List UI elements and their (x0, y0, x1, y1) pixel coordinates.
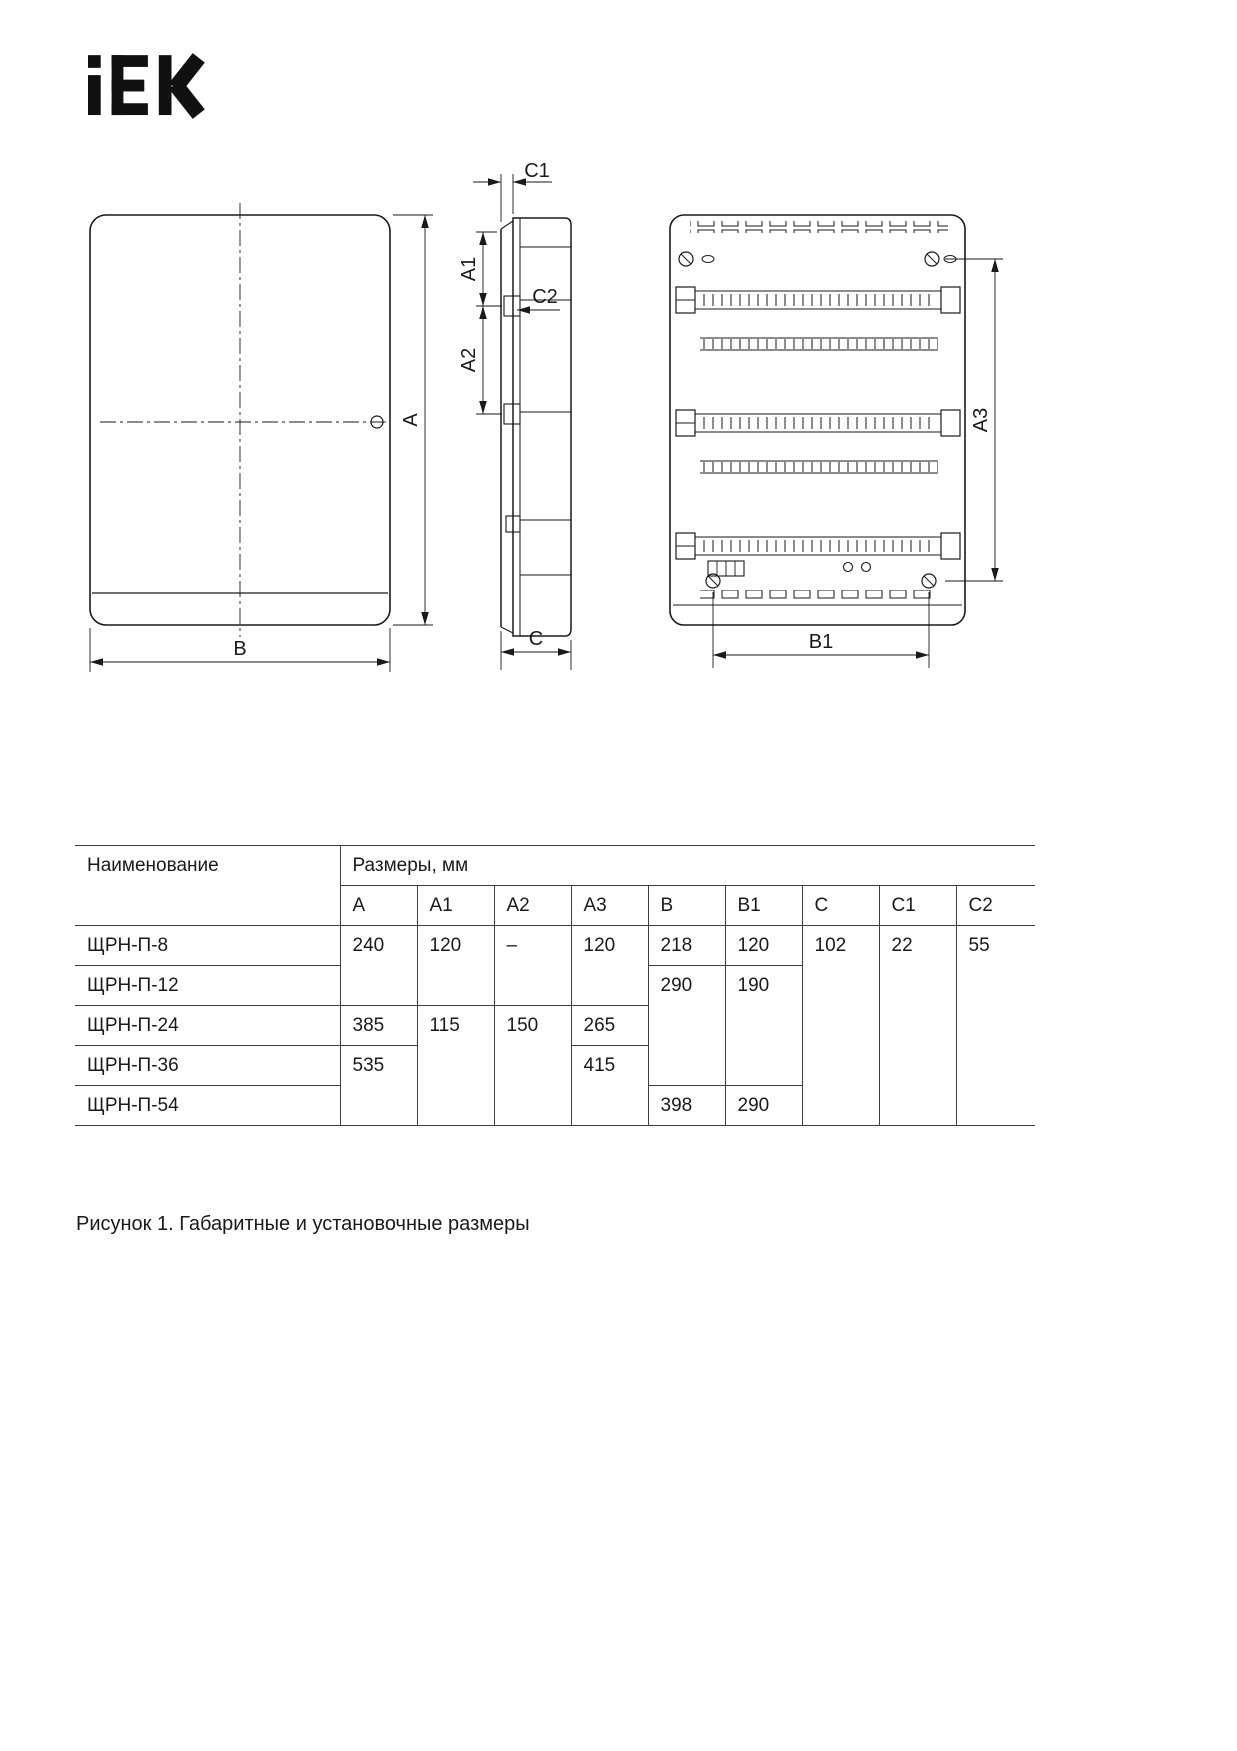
cell-a3: 265 (571, 1006, 648, 1046)
terminal-comb-1 (700, 339, 938, 349)
column-header-a2: A2 (494, 886, 571, 926)
row-name: ЩРН-П-12 (75, 966, 340, 1006)
cell-b: 398 (648, 1086, 725, 1126)
column-header-c1: C1 (879, 886, 956, 926)
column-header-c: C (802, 886, 879, 926)
din-rail-row-3 (676, 533, 960, 559)
cell-a: 240 (340, 926, 417, 1006)
cell-a2: – (494, 926, 571, 1006)
dim-label-b: B (233, 638, 247, 660)
dim-label-a: A (400, 413, 422, 427)
cell-a1: 120 (417, 926, 494, 1006)
cell-b1: 190 (725, 966, 802, 1086)
row-name: ЩРН-П-36 (75, 1046, 340, 1086)
top-cable-entries (690, 221, 948, 233)
dim-label-b1: B1 (808, 631, 834, 653)
column-header-name: Наименование (75, 846, 340, 926)
figure-caption: Рисунок 1. Габаритные и установочные размеры (76, 1213, 530, 1235)
column-header-c2: C2 (956, 886, 1035, 926)
side-view-dimensions (473, 174, 571, 670)
row-name: ЩРН-П-54 (75, 1086, 340, 1126)
rear-view (670, 215, 965, 625)
cell-b1: 120 (725, 926, 802, 966)
cell-b: 218 (648, 926, 725, 966)
din-rail-clip-1 (504, 296, 520, 316)
bottom-cable-entries (700, 590, 932, 601)
cell-a3: 415 (571, 1046, 648, 1126)
cell-c2: 55 (956, 926, 1035, 1126)
side-view (501, 218, 571, 636)
table-row-shrn-p-8 (75, 926, 1035, 966)
cell-a3: 120 (571, 926, 648, 1006)
cell-a: 385 (340, 1006, 417, 1046)
dim-label-a3: A3 (970, 407, 992, 433)
din-rail-row-1 (676, 287, 960, 313)
dim-label-c2: C2 (532, 286, 558, 308)
dim-label-a2: A2 (458, 347, 480, 373)
column-header-a1: A1 (417, 886, 494, 926)
row-name: ЩРН-П-8 (75, 926, 340, 966)
dim-label-c: C (528, 628, 544, 650)
column-header-b: B (648, 886, 725, 926)
terminal-comb-2 (700, 462, 938, 472)
cell-c: 102 (802, 926, 879, 1126)
front-view-dimensions (90, 215, 433, 672)
dimension-drawings (0, 0, 1237, 780)
column-header-sizes: Размеры, мм (340, 846, 1035, 886)
cell-a2: 150 (494, 1006, 571, 1126)
cell-a: 535 (340, 1046, 417, 1126)
column-header-a: A (340, 886, 417, 926)
cell-b1: 290 (725, 1086, 802, 1126)
cell-a1: 115 (417, 1006, 494, 1126)
cell-c1: 22 (879, 926, 956, 1126)
row-name: ЩРН-П-24 (75, 1006, 340, 1046)
din-rail-clip-2 (504, 404, 520, 424)
dimensions-table (75, 845, 1035, 1126)
dim-label-a1: A1 (458, 256, 480, 282)
din-rail-row-2 (676, 410, 960, 436)
column-header-b1: B1 (725, 886, 802, 926)
cell-b: 290 (648, 966, 725, 1086)
front-view (90, 203, 390, 637)
dim-label-c1: C1 (524, 160, 550, 182)
column-header-a3: A3 (571, 886, 648, 926)
